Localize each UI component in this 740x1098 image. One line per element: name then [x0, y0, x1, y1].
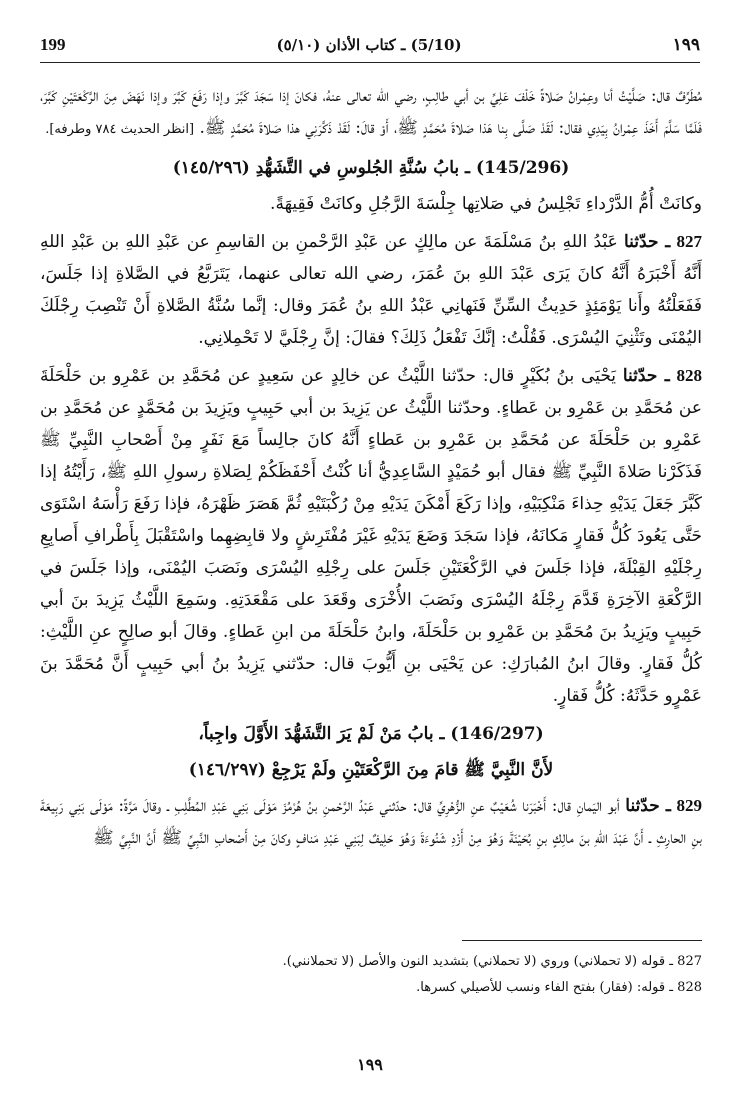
hadith-828 — [40, 360, 702, 712]
footnote-divider — [462, 940, 702, 941]
page-footer-number: ١٩٩ — [357, 1055, 383, 1074]
hadith-number: 829 — [676, 796, 703, 815]
cross-reference: [انظر الحديث ٧٨٤ وطرفه]. — [45, 122, 195, 137]
hadith-827 — [40, 226, 702, 354]
chapter-heading: (146/297) ـ بابُ مَنْ لَمْ يَرَ التَّشَهُّدَ الأَوَّلَ واجِباً، — [198, 724, 544, 744]
running-title: (5/10) ـ كتاب الأذان (٥/١٠) — [276, 36, 462, 54]
page-body — [40, 80, 702, 860]
footnotes — [40, 940, 702, 1001]
page-header — [40, 28, 700, 63]
paragraph — [40, 80, 702, 146]
chapter-heading-subline: لأَنَّ النَّبِيَّ ﷺ قامَ مِنَ الرَّكْعَتَيْنِ ولَمْ يَرْجِعْ (١٤٦/٢٩٧) — [188, 760, 554, 780]
hadith-number: 828 — [676, 366, 702, 385]
paragraph-text: مُطَرِّفٌ قال: صَلَّيْتُ أنا وعِمْرانُ صَلاةً خَلْفَ عَلِيِّ بن أبي طالِبٍ، رضي الله تعالى عنهُ، فكانَ إذا سَجَدَ كَبَّرَ وإذا رَفَعَ كَبَّرَ وإذا نَهَضَ مِنَ الرَّكْعَتَيْنِ كَبَّرَ، فَلَمَّا سَلَّمَ أَخَذَ عِمْرانُ بِيَدِي فقال: لَقَدْ صَلَّى بِنا هَذا صَلاةَ مُحَمَّدٍ ﷺ، أَوْ قالَ: لَقَدْ ذَكَّرَنِي هذا صَلاةَ مُحَمَّدٍ ﷺ. — [40, 86, 702, 138]
hadith-opening: ـ حدّثنا — [625, 796, 671, 816]
footnote: 828 ـ قوله: (فقار) بفتح الفاء ونسب للأصيلي كسرها. — [416, 980, 702, 995]
hadith-opening: ـ حدّثنا — [624, 232, 671, 252]
hadith-829 — [40, 790, 702, 854]
hadith-number: 827 — [676, 232, 703, 251]
page-number-latin: 199 — [40, 35, 66, 54]
hadith-text: أبو اليَمانِ قال: أَخْبَرَنا شُعَيْبٌ عنِ الزُّهْرِيِّ قال: حدّثني عَبْدُ الرَّحْمنِ بنُ هُرْمُزَ مَوْلَى بَنِي عَبْدِ المُطَّلِبِ ـ وقالَ مَرَّةً: مَوْلَى بَنِي رَبِيعَةَ بنِ الحارِثِ ـ أَنَّ عَبْدَ اللهِ بنَ مالِكٍ بنِ بُحَيْنَةَ وَهُوَ مِنْ أَزْدِ شَنُوءَةَ وَهُوَ حَلِيفٌ لِبَنِي عَبْدِ مَنافٍ وكانَ مِنْ أَصْحابِ النَّبِيِّ ﷺ أَنَّ النَّبِيَّ ﷺ — [40, 796, 702, 848]
hadith-opening: ـ حدّثنا — [622, 366, 670, 386]
paragraph: وكانَتْ أُمُّ الدَّرْداءِ تَجْلِسُ في صَلاتِها جِلْسَةَ الرَّجُلِ وكانَتْ فَقِيهَةً. — [270, 194, 702, 214]
hadith-text: يَحْيَى بنُ بُكَيْرٍ قال: حدّثنا اللَّيْثُ عن خالِدٍ عن سَعِيدٍ عن مُحَمَّدِ بن عَمْرِو بن حَلْحَلَةَ عن مُحَمَّدِ بن عَمْرِو بن عَطاءٍ. وحدّثنا اللَّيْثُ عن يَزِيدَ بن أبي حَبِيبٍ ويَزِيدَ بن مُحَمَّدٍ عن مُحَمَّدِ بن عَمْرِو بن حَلْحَلَةَ عن مُحَمَّدِ بن عَمْرِو بن عَطاءٍ أَنَّهُ كانَ جالِساً مَعَ نَفَرٍ مِنْ أَصْحابِ النَّبِيِّ ﷺ فَذَكَرْنا صَلاةَ النَّبِيِّ ﷺ فقال أبو حُمَيْدٍ السَّاعِدِيُّ أنا كُنْتُ أَحْفَظَكُمْ لِصَلاةِ رسولِ اللهِ ﷺ، رَأَيْتُهُ إذا كَبَّرَ جَعَلَ يَدَيْهِ حِذاءَ مَنْكِبَيْهِ، وإذا رَكَعَ أَمْكَنَ يَدَيْهِ مِنْ رُكْبَتَيْهِ ثُمَّ هَصَرَ ظَهْرَهُ، فإذا رَفَعَ رَأْسَهُ اسْتَوَى حَتَّى يَعُودَ كُلُّ فَقارٍ مَكانَهُ، فإذا سَجَدَ وَضَعَ يَدَيْهِ غَيْرَ مُفْتَرِشٍ ولا قابِضِهِما واسْتَقْبَلَ بِأَطْرافِ أَصابِعِ رِجْلَيْهِ القِبْلَةَ، فإذا جَلَسَ في الرَّكْعَتَيْنِ جَلَسَ على رِجْلِهِ اليُسْرَى ونَصَبَ اليُمْنَى، وإذا جَلَسَ في الرَّكْعَةِ الآخِرَةِ قَدَّمَ رِجْلَهُ اليُسْرَى ونَصَبَ الأُخْرَى وقَعَدَ على مَقْعَدَتِهِ. وسَمِعَ اللَّيْثُ يَزِيدَ بنَ أبي حَبِيبٍ ويَزِيدُ بنَ مُحَمَّدِ بن عَمْرِو بن حَلْحَلَةَ، وابنُ حَلْحَلَةَ من ابنِ عَطاءٍ. وقالَ أبو صالِحٍ عنِ اللَّيْثِ: كُلُّ فَقارٍ. وقالَ ابنُ المُبارَكِ: عن يَحْيَى بنِ أَيُّوبَ قال: حدّثني يَزِيدُ بنُ أبي حَبِيبٍ أَنَّ مُحَمَّدَ بنَ عَمْرٍو حَدَّثَهُ: كُلُّ فَقارٍ. — [40, 366, 702, 706]
hadith-text: عَبْدُ اللهِ بنُ مَسْلَمَةَ عن مالِكٍ عن عَبْدِ الرَّحْمنِ بن القاسِمِ عن عَبْدِ اللهِ بن عَبْدِ اللهِ أَنَّهُ أَخْبَرَهُ أَنَّهُ كانَ يَرَى عَبْدَ اللهِ بنَ عُمَرَ، رضي الله تعالى عنهما، يَتَرَبَّعُ في الصَّلاةِ إذا جَلَسَ، فَفَعَلْتُهُ وأَنا يَوْمَئِذٍ حَدِيثُ السِّنِّ فَنَهانِي عَبْدُ اللهِ بنُ عُمَرَ وقال: إنَّما سُنَّةُ الصَّلاةِ أَنْ تَنْصِبَ رِجْلَكَ اليُمْنَى وتَثْنِيَ اليُسْرَى. فَقُلْتُ: إنَّكَ تَفْعَلُ ذَلِكَ؟ فقالَ: إنَّ رِجْلَيَّ لا تَحْمِلانِي. — [40, 232, 702, 348]
footnote: 827 ـ قوله (لا تحملاني) وروي (لا تحملاني) بتشديد النون والأصل (لا تحملانني). — [282, 954, 702, 969]
chapter-heading: (145/296) ـ بابُ سُنَّةِ الجُلوسِ في التَّشَهُّدِ (١٤٥/٢٩٦) — [172, 158, 570, 178]
page-number-arabic: ١٩٩ — [672, 35, 700, 55]
